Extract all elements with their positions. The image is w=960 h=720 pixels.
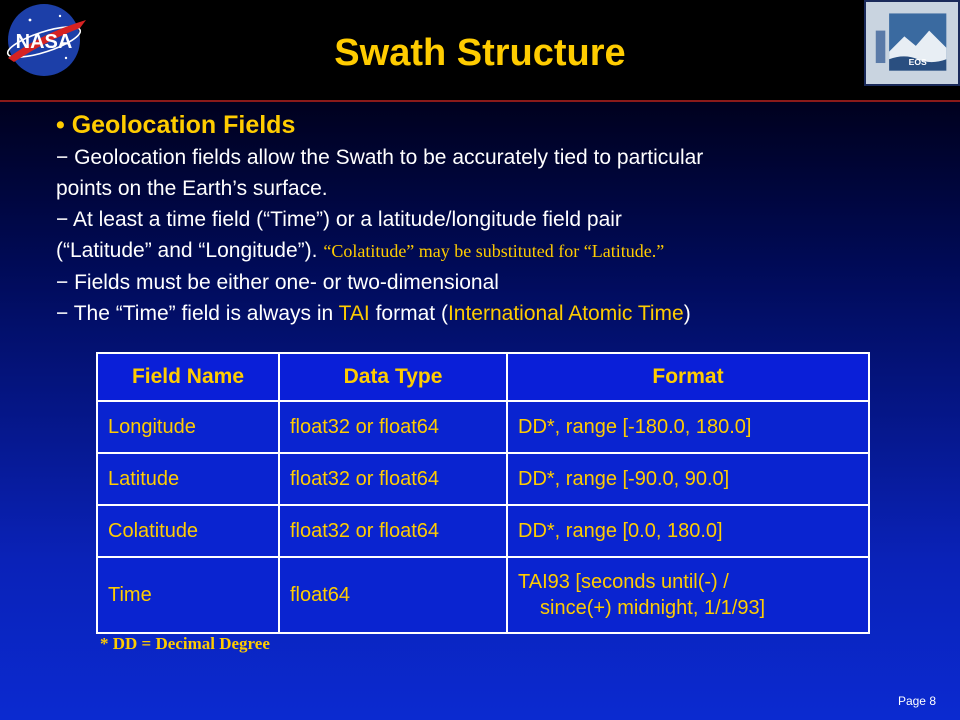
bullet-line-3: − At least a time field (“Time”) or a latitude/longitude field pair (56, 208, 622, 231)
geolocation-fields-table (96, 352, 870, 634)
cell-data-type: float32 or float64 (279, 401, 507, 453)
cell-data-type: float32 or float64 (279, 505, 507, 557)
table-row (97, 401, 869, 453)
cell-field-name: Latitude (97, 453, 279, 505)
eos-logo-text: EOS (908, 56, 927, 67)
table-row (97, 557, 869, 633)
page-number: Page 8 (897, 694, 936, 708)
cell-format: DD*, range [-180.0, 180.0] (507, 401, 869, 453)
table-row (97, 453, 869, 505)
header-format: Format (507, 353, 869, 401)
cell-field-name: Time (97, 557, 279, 633)
bullet-section (56, 108, 936, 329)
bullet-line-6-c: ) (683, 302, 691, 325)
atomic-time-highlight: International Atomic Time (447, 302, 684, 325)
header-field-name: Field Name (97, 353, 279, 401)
cell-format-line-1: TAI93 [seconds until(-) / (518, 571, 729, 593)
tai-highlight: TAI (338, 302, 370, 325)
footnote: * DD = Decimal Degree (100, 634, 270, 653)
cell-format: DD*, range [-90.0, 90.0] (507, 453, 869, 505)
cell-format: DD*, range [0.0, 180.0] (507, 505, 869, 557)
cell-field-name: Longitude (97, 401, 279, 453)
nasa-logo-text: NASA (15, 31, 73, 53)
header-data-type: Data Type (279, 353, 507, 401)
slide-title: Swath Structure (334, 32, 626, 74)
bullet-heading: • Geolocation Fields (56, 111, 296, 139)
table-header-row (97, 353, 869, 401)
bullet-line-1: − Geolocation fields allow the Swath to be accurately tied to particular (56, 146, 704, 169)
cell-data-type: float64 (279, 557, 507, 633)
cell-field-name: Colatitude (97, 505, 279, 557)
cell-data-type: float32 or float64 (279, 453, 507, 505)
title-divider (0, 100, 960, 102)
bullet-line-4-text: (“Latitude” and “Longitude”). (56, 239, 324, 262)
bullet-line-2: points on the Earth’s surface. (56, 177, 328, 200)
cell-format (507, 557, 869, 633)
bullet-line-5: − Fields must be either one- or two-dimensional (56, 271, 499, 294)
colatitude-note: “Colatitude” may be substituted for “Latitude.” (323, 241, 665, 261)
bullet-line-6 (56, 298, 936, 329)
cell-format-line-2: since(+) midnight, 1/1/93] (540, 597, 766, 619)
bullet-line-6-b: format ( (369, 302, 448, 325)
bullet-line-4 (56, 235, 936, 267)
bullet-line-6-a: − The “Time” field is always in (56, 302, 339, 325)
table-row (97, 505, 869, 557)
